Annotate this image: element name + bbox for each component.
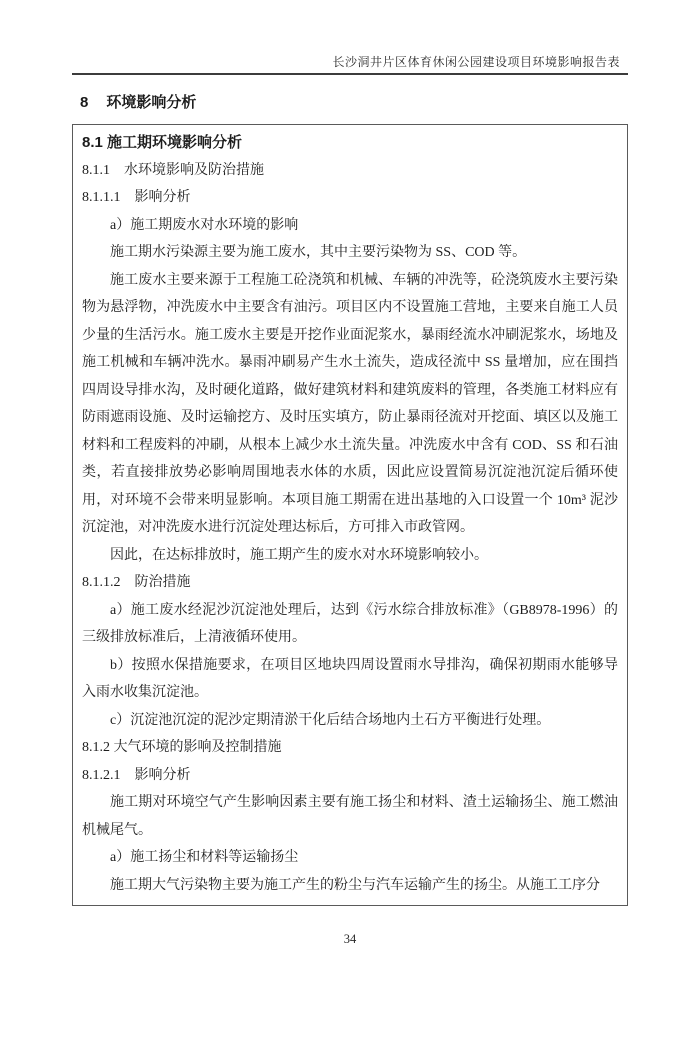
page-footer	[72, 932, 628, 947]
paragraph: b）按照水保措施要求，在项目区地块四周设置雨水导排沟，确保初期雨水能够导入雨水收集沉淀池。	[82, 657, 618, 700]
header-title: 长沙洞井片区体育休闲公园建设项目环境影响报告表	[332, 55, 620, 69]
content-box	[72, 124, 628, 906]
section-heading: 8.1.1 水环境影响及防治措施	[82, 162, 264, 178]
page-number: 34	[343, 932, 357, 946]
section-heading: 8.1.2.1 影响分析	[82, 767, 191, 783]
paragraph: c）沉淀池沉淀的泥沙定期清淤干化后结合场地内土石方平衡进行处理。	[110, 712, 551, 728]
paragraph: 施工期大气污染物主要为施工产生的粉尘与汽车运输产生的扬尘。从施工工序分	[110, 877, 600, 893]
paragraph: a）施工扬尘和材料等运输扬尘	[110, 850, 299, 865]
chapter-title: 环境影响分析	[106, 94, 197, 111]
page-header	[72, 53, 628, 75]
paragraph: 因此，在达标排放时，施工期产生的废水对水环境影响较小。	[110, 547, 488, 563]
chapter-heading	[72, 91, 628, 112]
section-heading: 8.1.1.2 防治措施	[82, 575, 191, 590]
chapter-number: 8	[80, 94, 89, 111]
header-rule	[72, 73, 628, 75]
paragraph: 施工期水污染源主要为施工废水，其中主要污染物为 SS、COD 等。	[110, 245, 527, 260]
section-heading: 8.1.1.1 影响分析	[82, 190, 191, 205]
section-heading: 8.1.2 大气环境的影响及控制措施	[82, 740, 282, 755]
paragraph: a）施工废水经泥沙沉淀池处理后，达到《污水综合排放标准》（GB8978-1996）的三级排放标准后，上清液循环使用。	[82, 602, 618, 645]
paragraph: 施工期对环境空气产生影响因素主要有施工扬尘和材料、渣土运输扬尘、施工燃油机械尾气。	[82, 795, 618, 838]
paragraph: 施工废水主要来源于工程施工砼浇筑和机械、车辆的冲洗等，砼浇筑废水主要污染物为悬浮物，冲洗废水中主要含有油污。项目区内不设置施工营地，主要来自施工人员少量的生活污水。施工废水主要是开挖作业面泥浆水，暴雨经流水冲刷泥浆水，场地及施工机械和车辆冲洗水。暴雨冲刷易产生水土流失，造成径流中 SS 量增加，应在围挡四周设导排水沟，及时硬化道路，做好建筑材料和建筑废料的管理，各类施工材料应有防雨遮雨设施、及时运输挖方、及时压实填方，防止暴雨径流对开挖面、填区以及施工材料和工程废料的冲刷，从根本上减少水土流失量。冲洗废水中含有 COD、SS 和石油类，若直接排放势必影响周围地表水体的水质，因此应设置简易沉淀池沉淀后循环使用，对环境不会带来明显影响。本项目施工期需在进出基地的入口设置一个 10m³ 泥沙沉淀池，对冲洗废水进行沉淀处理达标后，方可排入市政管网。	[82, 272, 618, 535]
paragraph: a）施工期废水对水环境的影响	[110, 217, 299, 233]
section-heading: 8.1 施工期环境影响分析	[82, 134, 243, 151]
document-page	[0, 53, 700, 1042]
